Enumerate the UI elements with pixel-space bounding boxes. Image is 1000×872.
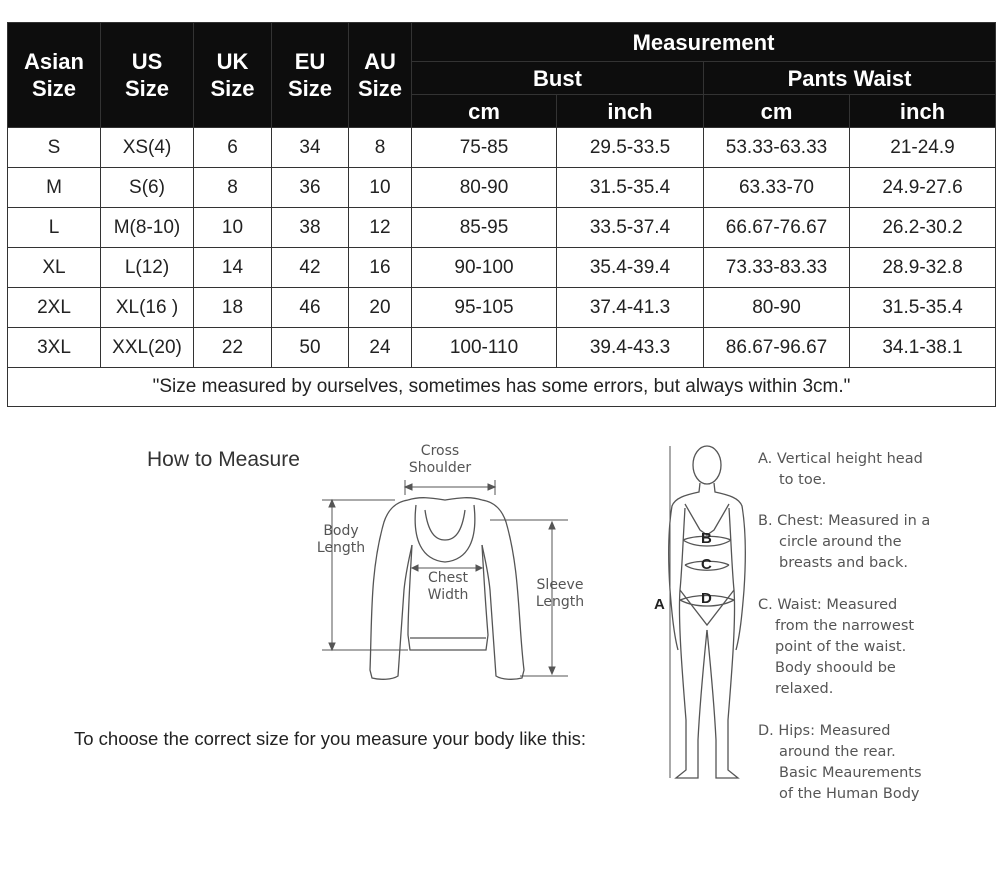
size-chart-table [7,22,996,407]
header-au-size: AU Size [349,23,412,128]
cell-waist-cm: 73.33-83.33 [704,248,850,288]
cell-waist-inch: 21-24.9 [850,128,996,168]
cell-eu-size: 34 [272,128,349,168]
cell-eu-size: 50 [272,328,349,368]
header-waist-inch: inch [850,95,996,128]
header-asian-size: Asian Size [8,23,101,128]
cell-au-size: 10 [349,168,412,208]
cell-waist-inch: 24.9-27.6 [850,168,996,208]
cell-waist-inch: 26.2-30.2 [850,208,996,248]
chest-width-label: Chest Width [427,570,469,603]
cell-bust-inch: 39.4-43.3 [557,328,704,368]
cell-waist-inch: 31.5-35.4 [850,288,996,328]
cell-asian-size: S [8,128,101,168]
cell-au-size: 16 [349,248,412,288]
cell-bust-inch: 35.4-39.4 [557,248,704,288]
cell-eu-size: 38 [272,208,349,248]
cell-eu-size: 42 [272,248,349,288]
letter-c: C [701,556,712,573]
legend-d: D. Hips: Measured around the rear. Basic Meaurements of the Human Body [758,723,922,802]
cell-bust-inch: 33.5-37.4 [557,208,704,248]
body-figure-diagram [640,440,760,790]
cell-bust-cm: 75-85 [412,128,557,168]
cell-bust-cm: 80-90 [412,168,557,208]
cell-waist-cm: 80-90 [704,288,850,328]
how-to-measure-title: How to Measure [147,448,300,471]
measurement-note: "Size measured by ourselves, sometimes has some errors, but always within 3cm." [8,368,996,407]
cell-au-size: 8 [349,128,412,168]
cell-us-size: XL(16 ) [101,288,194,328]
cell-asian-size: M [8,168,101,208]
legend-b: B. Chest: Measured in a circle around the breasts and back. [758,513,931,571]
cell-eu-size: 46 [272,288,349,328]
cell-au-size: 12 [349,208,412,248]
cell-waist-inch: 34.1-38.1 [850,328,996,368]
header-uk-size: UK Size [194,23,272,128]
cell-us-size: M(8-10) [101,208,194,248]
table-row [8,328,996,368]
cell-uk-size: 22 [194,328,272,368]
cell-uk-size: 18 [194,288,272,328]
cell-waist-cm: 63.33-70 [704,168,850,208]
cross-shoulder-label: Cross Shoulder [408,443,472,476]
sleeve-length-label: Sleeve Length [535,577,585,610]
size-rows [8,128,996,368]
cell-asian-size: 3XL [8,328,101,368]
cell-bust-inch: 37.4-41.3 [557,288,704,328]
cell-uk-size: 8 [194,168,272,208]
table-row [8,168,996,208]
table-row [8,128,996,168]
cell-bust-cm: 95-105 [412,288,557,328]
legend-a: A. Vertical height head to toe. [758,451,923,488]
cell-asian-size: 2XL [8,288,101,328]
cell-bust-inch: 31.5-35.4 [557,168,704,208]
cell-asian-size: L [8,208,101,248]
cell-au-size: 24 [349,328,412,368]
cell-bust-cm: 90-100 [412,248,557,288]
cell-eu-size: 36 [272,168,349,208]
cell-us-size: XXL(20) [101,328,194,368]
header-bust-cm: cm [412,95,557,128]
letter-b: B [701,530,712,547]
table-row [8,248,996,288]
choose-size-instruction: To choose the correct size for you measure your body like this: [74,728,587,749]
cell-waist-cm: 86.67-96.67 [704,328,850,368]
cell-bust-cm: 85-95 [412,208,557,248]
body-length-label: Body Length [316,523,366,556]
cell-us-size: L(12) [101,248,194,288]
cell-uk-size: 6 [194,128,272,168]
table-row [8,208,996,248]
cell-waist-inch: 28.9-32.8 [850,248,996,288]
cell-us-size: S(6) [101,168,194,208]
cell-bust-cm: 100-110 [412,328,557,368]
shirt-diagram [300,440,590,690]
cell-asian-size: XL [8,248,101,288]
header-bust: Bust [412,62,704,95]
header-waist-cm: cm [704,95,850,128]
cell-bust-inch: 29.5-33.5 [557,128,704,168]
header-pants-waist: Pants Waist [704,62,996,95]
header-bust-inch: inch [557,95,704,128]
letter-d: D [701,590,712,607]
legend-c: C. Waist: Measured from the narrowest point of the waist. Body shoould be relaxed. [758,597,915,697]
table-row [8,288,996,328]
cell-uk-size: 14 [194,248,272,288]
header-eu-size: EU Size [272,23,349,128]
cell-uk-size: 10 [194,208,272,248]
header-us-size: US Size [101,23,194,128]
cell-waist-cm: 66.67-76.67 [704,208,850,248]
cell-waist-cm: 53.33-63.33 [704,128,850,168]
header-measurement: Measurement [412,23,996,62]
letter-a: A [654,596,665,613]
cell-us-size: XS(4) [101,128,194,168]
cell-au-size: 20 [349,288,412,328]
